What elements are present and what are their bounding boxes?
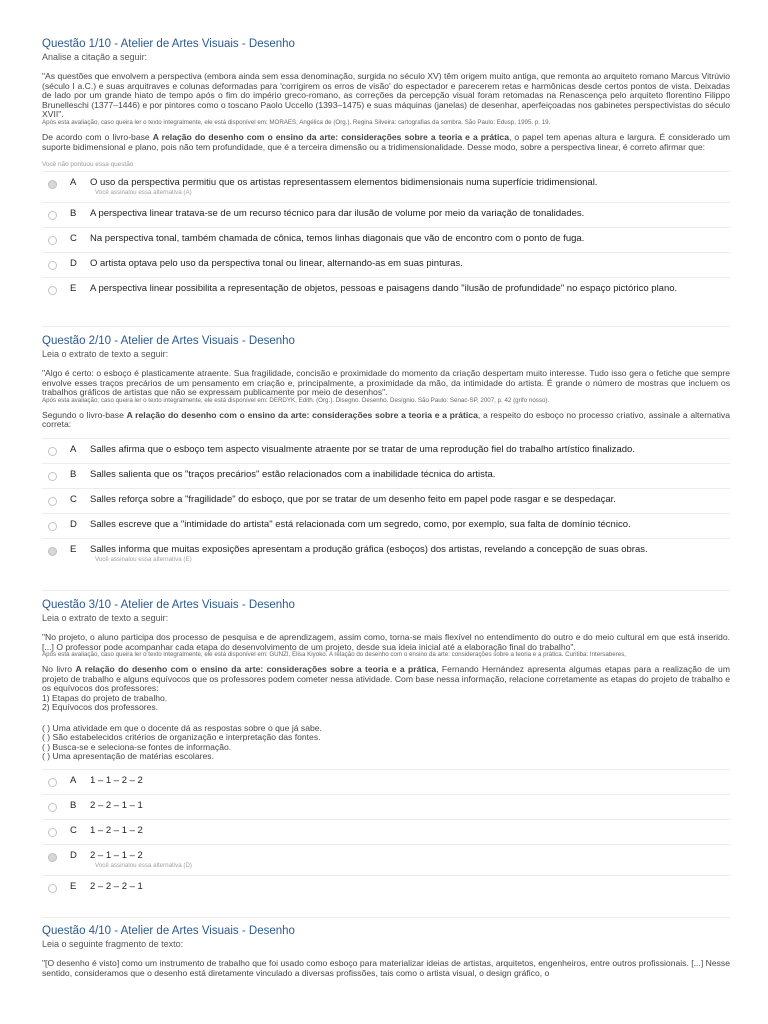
question-title: Questão 1/10 - Atelier de Artes Visuais - Desenho <box>42 38 295 50</box>
radio-icon[interactable] <box>48 286 57 295</box>
question-stem <box>42 133 730 152</box>
option-text: Salles escreve que a "intimidade do artista" está relacionada com um segredo, como, por exemplo, sua falta de domínio técnico. <box>90 518 631 530</box>
option-letter: A <box>70 775 77 787</box>
option-text: 2 – 1 – 1 – 2 <box>90 850 143 862</box>
option-letter: E <box>70 283 77 295</box>
option-e[interactable] <box>42 277 730 302</box>
chosen-note: Você assinalou essa alternativa (D) <box>95 862 192 870</box>
option-text: Na perspectiva tonal, também chamada de cônica, temos linhas diagonais que vão de encontro com o ponto de fuga. <box>90 233 585 245</box>
blank-item: ( ) Uma atividade em que o docente dá as respostas sobre o que já sabe. <box>42 722 322 733</box>
divider <box>42 326 730 327</box>
item: 2) Equívocos dos professores. <box>42 702 159 713</box>
citation-text: "No projeto, o aluno participa dos processo de pesquisa e de aprendizagem, assim como, torna-se mais flexível no entendimento do outro e do meio cultural em que está inserido. [...] O professor pode acompanhar cada etapa do desenvolvimento de um projeto, desde sua ideia inicial até a elaboração final do trabalho". <box>42 632 730 652</box>
citation-source: Após esta avaliação, caso queira ler o texto integralmente, ele está disponível em: MORAES, Angélica de (Org.). Regina Silveira: cartografias da sombra. São Paulo: Edusp, 1995. p. 19. <box>42 118 551 126</box>
option-text: A perspectiva linear tratava-se de um recurso técnico para dar ilusão de volume por meio da variação de tonalidades. <box>90 208 585 220</box>
radio-selected-icon[interactable] <box>48 547 57 556</box>
stem-text: No livro <box>42 664 76 675</box>
stem-book-title: A relação do desenho com o ensino da arte: considerações sobre a teoria e a prática <box>152 131 509 142</box>
radio-icon[interactable] <box>48 236 57 245</box>
radio-icon[interactable] <box>48 828 57 837</box>
items-list <box>42 694 730 713</box>
radio-icon[interactable] <box>48 472 57 481</box>
option-text: A perspectiva linear possibilita a representação de objetos, pessoas e paisagens dando "ilusão de profundidade" no espaço pictórico plano. <box>90 283 678 295</box>
divider <box>42 590 730 591</box>
question-subtitle: Leia o extrato de texto a seguir: <box>42 613 169 623</box>
option-a[interactable] <box>42 171 730 202</box>
radio-icon[interactable] <box>48 778 57 787</box>
option-letter: A <box>70 177 77 189</box>
option-c[interactable] <box>42 488 730 513</box>
radio-icon[interactable] <box>48 497 57 506</box>
question-title: Questão 4/10 - Atelier de Artes Visuais - Desenho <box>42 925 295 937</box>
radio-selected-icon[interactable] <box>48 853 57 862</box>
option-text: Salles afirma que o esboço tem aspecto visualmente atraente por se tratar de uma reprodução fiel do trabalho artístico finalizado. <box>90 443 635 455</box>
option-letter: C <box>70 825 77 837</box>
citation-source: Após esta avaliação, caso queira ler o texto integralmente, ele está disponível em: GUNZI, Elisa Kiyoko. A relação do desenho com o ensino da arte: considerações sobre a teoria e a prática. Curitiba: Intersaberes, <box>42 651 627 659</box>
option-c[interactable] <box>42 819 730 844</box>
option-e[interactable] <box>42 538 730 569</box>
options-list <box>42 438 730 569</box>
blank-item: ( ) Busca-se e seleciona-se fontes de informação. <box>42 741 232 752</box>
option-c[interactable] <box>42 227 730 252</box>
question-stem <box>42 411 730 430</box>
question-title: Questão 2/10 - Atelier de Artes Visuais - Desenho <box>42 335 295 347</box>
option-letter: B <box>70 468 77 480</box>
option-d[interactable] <box>42 252 730 277</box>
option-letter: A <box>70 443 77 455</box>
item: 1) Etapas do projeto de trabalho. <box>42 692 168 703</box>
option-b[interactable] <box>42 463 730 488</box>
radio-icon[interactable] <box>48 261 57 270</box>
citation-text: "[O desenho é visto] como um instrumento de trabalho que foi usado como esboço para materializar ideias de artistas, arquitetos, engenheiros, entre outros profissionais. [...] Nesse sentido, consideramos que o desenho está diretamente vinculado a diversas profissões, tais como o artista visual, o design gráfico, o <box>42 958 730 978</box>
radio-icon[interactable] <box>48 522 57 531</box>
question-2 <box>42 335 730 569</box>
question-subtitle: Leia o seguinte fragmento de texto: <box>42 939 184 949</box>
citation-text: "Algo é certo: o esboço é plasticamente atraente. Sua fragilidade, concisão e proximidade do momento da criação despertam muito interesse. Tudo isso gera o fetiche que sempre envolve esses traços precários de um pensamento em criação e, principalmente, a proximidade da mão, da intimidade do artista. É grande o número de mostras que incluem os trabalhos gráficos de artistas que não se expressam publicamente por meio de desenhos". <box>42 368 730 398</box>
options-list <box>42 769 730 900</box>
radio-icon[interactable] <box>48 211 57 220</box>
score-note: Você não pontuou essa questão <box>42 161 134 169</box>
question-stem <box>42 665 730 694</box>
options-list <box>42 171 730 302</box>
option-text: 2 – 2 – 1 – 1 <box>90 800 143 812</box>
stem-text: , Fernando Hernández apresenta algumas etapas para a realização de um projeto de trabalho e alguns equívocos que os professores podem cometer nessa atividade. Com base nessa informação, relacione corretamente as etapas do projeto de trabalho e os equívocos dos professores: <box>42 664 730 694</box>
option-text: Salles salienta que os "traços precários" estão relacionados com a inabilidade técnica do artista. <box>90 468 496 480</box>
question-1 <box>42 38 730 302</box>
blanks-list <box>42 724 730 762</box>
stem-text: , o papel tem apenas altura e largura. É considerado um suporte bidimensional e plano, pois não tem profundidade, que é a terceira dimensão ou a tridimensionalidade. Desse modo, sobre a perspectiva linear, é correto afirmar que: <box>42 131 731 152</box>
option-text: Salles informa que muitas exposições apresentam a produção gráfica (esboços) dos artistas, revelando a concepção de suas obras. <box>90 543 648 555</box>
radio-selected-icon[interactable] <box>48 180 57 189</box>
option-b[interactable] <box>42 794 730 819</box>
option-text: 1 – 1 – 2 – 2 <box>90 775 143 787</box>
chosen-note: Você assinalou essa alternativa (A) <box>95 189 192 197</box>
stem-text: De acordo com o livro-base <box>42 131 153 142</box>
chosen-note: Você assinalou essa alternativa (E) <box>95 555 192 563</box>
option-letter: D <box>70 258 77 270</box>
question-title: Questão 3/10 - Atelier de Artes Visuais - Desenho <box>42 599 295 611</box>
divider <box>42 917 730 918</box>
stem-text: , a respeito do esboço no processo criativo, assinale a alternativa correta: <box>42 409 730 430</box>
option-letter: E <box>70 543 77 555</box>
option-text: Salles reforça sobre a "fragilidade" do esboço, que por se tratar de um desenho feito em papel pode rasgar e se despedaçar. <box>90 493 616 505</box>
question-4 <box>42 925 730 978</box>
option-b[interactable] <box>42 202 730 227</box>
stem-text: Segundo o livro-base <box>42 409 127 420</box>
option-letter: B <box>70 800 77 812</box>
option-letter: C <box>70 233 77 245</box>
question-3 <box>42 599 730 900</box>
option-d[interactable] <box>42 513 730 538</box>
option-a[interactable] <box>42 769 730 794</box>
option-e[interactable] <box>42 875 730 900</box>
option-letter: D <box>70 518 77 530</box>
stem-book-title: A relação do desenho com o ensino da arte: considerações sobre a teoria e a prática <box>75 664 437 675</box>
citation-text: "As questões que envolvem a perspectiva (embora ainda sem essa denominação, surgida no século XV) têm origem muito antiga, que remonta ao arquiteto romano Marcus Vitrúvio (século I a.C.) e suas arquitraves e colunas deformadas para 'corrigirem os erros de visão' do espectador e parecerem retas e harmônicas desde certos pontos de vista. Deixadas de lado por um grande hiato de tempo após o fim do império greco-romano, as correções da percepção visual foram retomadas na Renascença pelo arquiteto florentino Filippo Brunelleschi (1377–1446) e por pintores como o toscano Paolo Uccello (1393–1475) e suas máquinas (janelas) de desenhar, aperfeiçoadas nos gabinetes perspectivistas do século XVII". <box>42 71 730 120</box>
citation-source: Após esta avaliação, caso queira ler o texto integralmente, ele está disponível em: DERDYK, Edith. (Org.). Disegno. Desenho. Desígnio. São Paulo: Senac-SP, 2007, p. 42 (grifo nosso). <box>42 396 550 404</box>
question-subtitle: Analise a citação a seguir: <box>42 52 148 62</box>
option-text: 2 – 2 – 2 – 1 <box>90 881 143 893</box>
option-letter: B <box>70 208 77 220</box>
option-d[interactable] <box>42 844 730 875</box>
option-letter: C <box>70 493 77 505</box>
radio-icon[interactable] <box>48 884 57 893</box>
option-text: O uso da perspectiva permitiu que os artistas representassem elementos bidimensionais numa superfície tridimensional. <box>90 177 598 189</box>
blank-item: ( ) Uma apresentação de matérias escolares. <box>42 751 214 761</box>
option-letter: D <box>70 850 77 862</box>
radio-icon[interactable] <box>48 803 57 812</box>
blank-item: ( ) São estabelecidos critérios de organização e interpretação das fontes. <box>42 732 321 743</box>
stem-book-title: A relação do desenho com o ensino da arte: considerações sobre a teoria e a prática <box>126 409 478 420</box>
radio-icon[interactable] <box>48 447 57 456</box>
option-text: 1 – 2 – 1 – 2 <box>90 825 143 837</box>
option-text: O artista optava pelo uso da perspectiva tonal ou linear, alternando-as em suas pinturas. <box>90 258 463 270</box>
option-letter: E <box>70 881 77 893</box>
option-a[interactable] <box>42 438 730 463</box>
question-subtitle: Leia o extrato de texto a seguir: <box>42 349 169 359</box>
